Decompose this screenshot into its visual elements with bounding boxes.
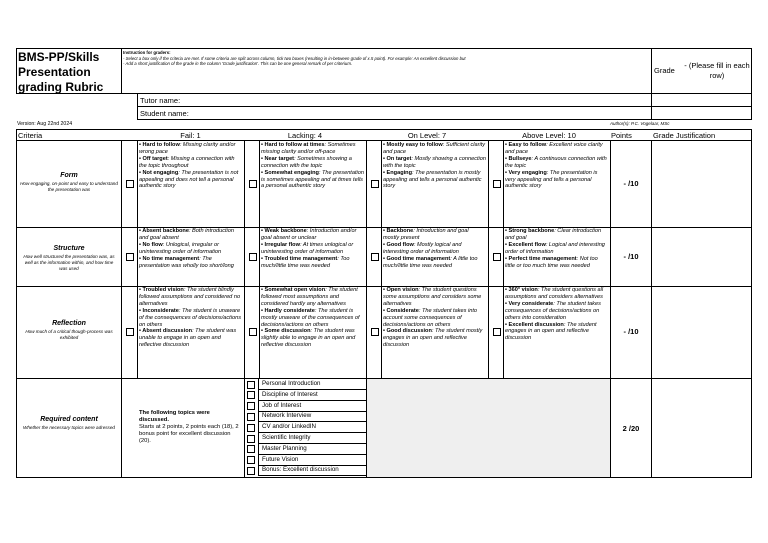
bullet-term: • Near target [261, 155, 295, 162]
bullet-term: • Perfect time management [505, 255, 577, 262]
topic-label: Personal Introduction [258, 379, 366, 390]
bullet-term: • Considerate [383, 307, 419, 314]
tutor-name-label: Tutor name: [140, 96, 181, 105]
bullet-term: • Absent backbone [139, 228, 189, 234]
criterion-name: Reflection [52, 320, 86, 327]
lacking-description [259, 286, 366, 350]
topic-label: Discipline of Interest [258, 390, 366, 401]
header-above: Above Level: 10 [522, 131, 576, 140]
onlevel-description [381, 141, 488, 191]
bullet-term: • Strong backbone [505, 228, 555, 234]
bullet-term: • No time management [139, 255, 200, 262]
criterion-description: How well structured the presentation was, as well as the information within, and how time was used [23, 253, 115, 271]
bullet-text: : The student takes consequences of decisions/actions on others into consideration [505, 300, 601, 321]
column-divider [121, 227, 122, 286]
topic-checkbox[interactable] [247, 467, 255, 475]
bullet-text: : The presentation was wholly too short/long [139, 255, 234, 269]
bullet-text: : The student is mostly unaware of the consequences of decisions/actions on others [261, 307, 360, 328]
onlevel-checkbox[interactable] [371, 328, 379, 336]
bullet-term: • Very considerate [505, 300, 554, 307]
column-divider [488, 141, 489, 227]
criterion-description: How engaging, on-point and easy to understand the presentation was [20, 181, 118, 192]
bullet-text: : The student questions all assumptions and considers alternatives [505, 287, 604, 300]
criterion-bullet [261, 228, 364, 242]
bullet-term: • Troubled vision [139, 287, 184, 293]
bullet-term: • Irregular flow [261, 241, 300, 248]
topic-checkbox[interactable] [247, 402, 255, 410]
column-divider [488, 286, 489, 378]
bullet-text: : Sufficient clarity and pace [383, 142, 486, 155]
criterion-bullet [383, 328, 486, 349]
fail-checkbox[interactable] [126, 328, 134, 336]
topic-checkbox[interactable] [247, 413, 255, 421]
bullet-term: • No flow [139, 241, 163, 248]
required-divider-2 [244, 378, 245, 478]
criterion-bullet [139, 308, 242, 329]
lacking-checkbox[interactable] [249, 180, 257, 188]
justification-cell[interactable] [652, 287, 751, 378]
criterion-bullet [139, 287, 242, 308]
tutor-row [137, 94, 652, 107]
required-divider-1 [121, 378, 122, 478]
criterion-bullet [383, 142, 486, 156]
criterion-bullet [261, 170, 364, 191]
bullet-term: • Very engaging [505, 169, 547, 176]
bullet-text: : Mostly showing a connection with the topic [383, 155, 487, 169]
criterion-bullet [139, 142, 242, 156]
column-divider [244, 286, 245, 378]
authors-label: Author(s): P.C. Vogelaar, MSc [610, 121, 670, 126]
criterion-bullet [383, 256, 486, 270]
criterion-bullet [383, 242, 486, 256]
column-divider [366, 286, 367, 378]
column-divider [121, 141, 122, 227]
bullet-term: • Engaging [383, 169, 412, 176]
criterion-bullet [505, 142, 608, 156]
bullet-term: • Off target [139, 155, 168, 162]
required-desc: Whether the necessary topics were adressed [23, 425, 115, 430]
fail-checkbox[interactable] [126, 180, 134, 188]
bullet-text: : Unlogical, irregular or uninteresting order of information [139, 241, 222, 255]
instructions-line-1: - Select a box only if the criteria are met. If some criteria are split across column, tick two boxes (resulting in in-between grade of x.5 point). For example: An excellent discussion but [123, 55, 466, 61]
bullet-text: : Too much/little time was needed [261, 255, 350, 269]
bullet-term: • Hard to follow at times [261, 142, 325, 148]
topic-label: Bonus: Excellent discussion [258, 465, 366, 476]
header-onlevel: On Level: 7 [407, 131, 447, 140]
above-description [503, 141, 610, 191]
bullet-term: • Good flow [383, 241, 414, 248]
required-name: Required content [40, 416, 98, 423]
bullet-text: : The student was unable to engage in an open and reflective discussion [139, 328, 237, 349]
topic-checkbox[interactable] [247, 424, 255, 432]
justification-cell[interactable] [652, 228, 751, 286]
required-justification-cell[interactable] [652, 379, 751, 477]
points-value: - /10 [623, 327, 639, 336]
criterion-bullet [383, 228, 486, 242]
fail-description [137, 141, 244, 191]
criterion-name: Form [60, 172, 78, 179]
bullet-term: • Good discussion [383, 328, 432, 335]
topic-checkbox[interactable] [247, 381, 255, 389]
bullet-text: : The presentation is mostly appealing and tells a personal authentic story [383, 169, 482, 190]
topic-checkbox[interactable] [247, 435, 255, 443]
bullet-text: : Sometimes missing clarity and/or off-pace [261, 142, 356, 155]
criterion-bullet [505, 228, 608, 242]
bullet-text: : The presentation is not appealing and does not tell a personal authentic story [139, 169, 239, 190]
version-label: Version: Aug 22nd 2024 [17, 121, 73, 127]
criterion-bullet [383, 156, 486, 170]
required-rule: Starts at 2 points, 2 points each (18), 2 bonus point for excellent discussion (20). [139, 424, 239, 444]
onlevel-checkbox[interactable] [371, 253, 379, 261]
bullet-text: : The student was slightly able to engage in an open and reflective discussion [261, 328, 356, 349]
lacking-checkbox[interactable] [249, 328, 257, 336]
criterion-bullet [505, 322, 608, 343]
column-divider [121, 286, 122, 378]
bullet-term: • Mostly easy to follow [383, 142, 443, 148]
bullet-text: : The student takes into account some consequences of decisions/actions on others [383, 307, 477, 328]
topic-label: Master Planning [258, 444, 366, 455]
bullet-text: : The student blindly followed assumptions and considered no alternatives [139, 287, 241, 307]
column-divider [366, 141, 367, 227]
bullet-text: : Excellent voice clarity and pace [505, 142, 603, 155]
bullet-text: : The presentation is very appealing and tells a personal authentic story [505, 169, 598, 190]
above-description [503, 286, 610, 343]
bullet-term: • Somewhat engaging [261, 169, 319, 176]
criterion-name: Structure [53, 244, 85, 252]
grade-label: Grade [654, 66, 675, 75]
criterion-bullet [139, 228, 242, 242]
bullet-text: : At times unlogical or uninteresting order of information [261, 241, 354, 255]
page-title: BMS-PP/Skills Presentation grading Rubric [18, 50, 104, 94]
criterion-bullet [383, 170, 486, 191]
bullet-text: : A continuous connection with the topic [505, 155, 607, 169]
column-divider [488, 227, 489, 286]
bullet-term: • Not engaging [139, 169, 179, 176]
required-instructions [139, 410, 239, 445]
topic-label: Future Vision [258, 455, 366, 466]
bullet-term: • 360° vision [505, 287, 538, 293]
criterion-bullet [139, 156, 242, 170]
criterion-description: How much of a critical though-process was exhibited [25, 329, 113, 340]
criterion-bullet [261, 287, 364, 308]
onlevel-description [381, 227, 488, 270]
bullet-text: : Logical and interesting order of information [505, 241, 605, 255]
bullet-text: : The student is unaware of the consequences of decisions/actions on others [139, 307, 241, 328]
above-checkbox[interactable] [493, 253, 501, 261]
header-fail: Fail: 1 [180, 131, 201, 140]
bullet-text: : Introduction and/or goal absent or unclear [261, 228, 357, 241]
criterion-bullet [383, 308, 486, 329]
onlevel-checkbox[interactable] [371, 180, 379, 188]
bullet-text: : The student mostly engages in an open and reflective discussion [383, 328, 483, 349]
bullet-term: • On target [383, 155, 412, 162]
bullet-text: : The student followed most assumptions and considered hardly any alternatives [261, 287, 358, 307]
grader-instructions [123, 50, 650, 67]
bullet-text: : Clear introduction and goal [505, 228, 602, 241]
topic-label: Network Interview [258, 411, 366, 422]
lacking-checkbox[interactable] [249, 253, 257, 261]
bullet-term: • Troubled time management [261, 255, 338, 262]
bullet-text: : The presentation is sometimes appealing and at times tells a personal authentic story [261, 169, 364, 190]
tutor-grade-cell[interactable] [651, 94, 752, 107]
bullet-term: • Excellent discussion [505, 321, 564, 328]
criterion-bullet [139, 328, 242, 349]
bullet-term: • Some discussion [261, 328, 311, 335]
column-divider [366, 227, 367, 286]
instructions-line-2: - Add a short justification of the grade in the column 'Grade justification'. This can be one general remark of per criterium. [123, 61, 353, 67]
required-intro: The following topics were discussed. [139, 410, 210, 423]
header-points: Points [611, 131, 632, 140]
criterion-bullet [505, 287, 608, 301]
header-lacking: Lacking: 4 [287, 131, 323, 140]
student-row [137, 107, 652, 120]
bullet-text: : Missing clarity and/or wrong pace [139, 142, 236, 155]
column-divider [244, 141, 245, 227]
bullet-text: : Sometimes showing a connection with the topic [261, 155, 352, 169]
topic-label: Scientific Integrity [258, 433, 366, 444]
criterion-bullet [139, 170, 242, 191]
above-description [503, 227, 610, 270]
criterion-bullet [261, 156, 364, 170]
bullet-text: : A little too much/little time was needed [383, 255, 478, 269]
bullet-term: • Backbone [383, 228, 414, 234]
topic-label: CV and/or LinkedIN [258, 422, 366, 433]
bullet-term: • Hardly considerate [261, 307, 315, 314]
criterion-bullet [261, 242, 364, 256]
topic-checkbox[interactable] [247, 456, 255, 464]
instructions-divider [121, 48, 122, 94]
bullet-text: : Introduction and goal mostly present [383, 228, 469, 241]
criterion-bullet [261, 308, 364, 329]
onlevel-description [381, 286, 488, 350]
criterion-bullet [261, 256, 364, 270]
points-value: - /10 [623, 179, 639, 188]
lacking-description [259, 141, 366, 191]
fail-description [137, 286, 244, 350]
criterion-bullet [261, 328, 364, 349]
bullet-text: : Missing a connection with the topic throughout [139, 155, 235, 169]
criterion-bullet [505, 242, 608, 256]
bullet-text: : The student questions some assumptions and considers some alternatives [383, 287, 482, 307]
criterion-bullet [139, 242, 242, 256]
student-name-label: Student name: [140, 109, 189, 118]
criterion-bullet [505, 301, 608, 322]
topic-label: Job of Interest [258, 401, 366, 412]
header-criteria: Criteria [18, 131, 43, 140]
bullet-term: • Good time management [383, 255, 451, 262]
header-justification: Grade Justification [653, 131, 716, 140]
criterion-bullet [139, 256, 242, 270]
column-divider [244, 227, 245, 286]
topic-checkbox[interactable] [247, 445, 255, 453]
bullet-text: : Not too little or too much time was needed [505, 255, 598, 269]
required-points: 2 /20 [622, 424, 640, 433]
criterion-bullet [505, 156, 608, 170]
fail-description [137, 227, 244, 270]
bullet-term: • Absent discussion [139, 328, 193, 335]
bullet-term: • Somewhat open vision [261, 287, 326, 293]
bullet-term: • Excellent flow [505, 241, 546, 248]
bullet-term: • Hard to follow [139, 142, 180, 148]
student-grade-cell[interactable] [651, 107, 752, 120]
criterion-bullet [261, 142, 364, 156]
fail-checkbox[interactable] [126, 253, 134, 261]
lacking-description [259, 227, 366, 270]
instructions-heading: Instruction for graders: [123, 50, 171, 55]
topic-checkbox[interactable] [247, 391, 255, 399]
above-checkbox[interactable] [493, 180, 501, 188]
bullet-term: • Open vision [383, 287, 419, 293]
points-value: - /10 [623, 251, 639, 261]
bullet-term: • Bullseye [505, 155, 532, 162]
criterion-bullet [505, 256, 608, 270]
bullet-text: : The student engages in an open and reflective discussion [505, 321, 597, 342]
grade-note: - (Please fill in each row) [684, 61, 750, 80]
bullet-text: : Both introduction and goal absent [139, 228, 235, 241]
bullet-term: • Weak backbone [261, 228, 307, 234]
above-checkbox[interactable] [493, 328, 501, 336]
bullet-term: • Easy to follow [505, 142, 547, 148]
bullet-text: : Mostly logical and interesting order of information [383, 241, 462, 255]
justification-cell[interactable] [652, 142, 751, 227]
bullet-term: • Inconsiderate [139, 307, 179, 314]
criterion-bullet [383, 287, 486, 308]
required-empty-area [366, 379, 610, 477]
criterion-bullet [505, 170, 608, 191]
